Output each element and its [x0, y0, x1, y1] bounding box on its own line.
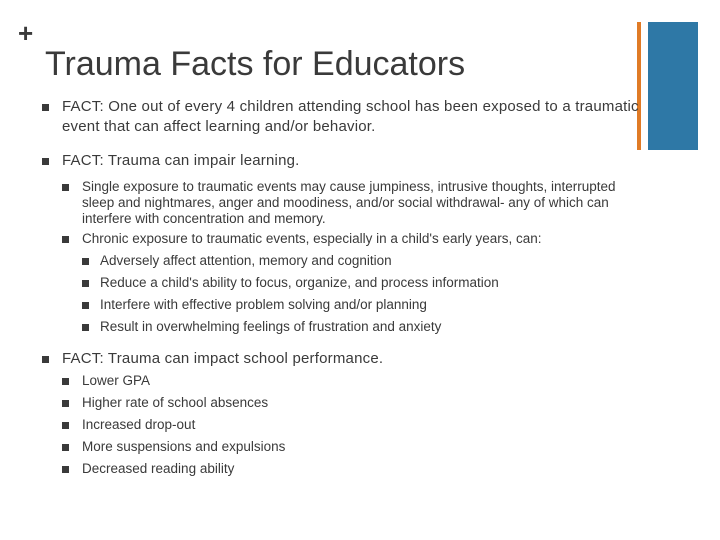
slide-title: Trauma Facts for Educators [45, 45, 466, 83]
sub-point-text: Decreased reading ability [82, 461, 235, 476]
square-bullet-icon [42, 158, 49, 165]
plus-sign: + [18, 18, 34, 48]
sub-point-text: More suspensions and expulsions [82, 439, 286, 454]
fact-text: FACT: One out of every 4 children attending school has been exposed to a traumatic event that can affect learning and/or behavior. [62, 98, 639, 135]
sub-point [40, 179, 640, 227]
square-bullet-icon [82, 280, 89, 287]
square-bullet-icon [62, 236, 69, 243]
fact-text: FACT: Trauma can impact school performance. [62, 350, 384, 367]
fact-item [40, 349, 640, 369]
sub-point [40, 373, 640, 395]
sub-sub-point [40, 275, 640, 297]
square-bullet-icon [42, 356, 49, 363]
square-bullet-icon [82, 258, 89, 265]
sub-sub-point-text: Reduce a child's ability to focus, organize, and process information [100, 275, 499, 290]
sub-point [40, 395, 640, 417]
sub-point-text: Single exposure to traumatic events may cause jumpiness, intrusive thoughts, interrupted sleep and nightmares, anger and moodiness, and/or social withdrawal- any of which can interfere with concentration and memory. [82, 179, 616, 226]
sub-sub-point [40, 319, 640, 341]
sub-sub-point [40, 253, 640, 275]
fact-item [40, 97, 640, 137]
sub-sub-point [40, 297, 640, 319]
square-bullet-icon [62, 466, 69, 473]
square-bullet-icon [62, 444, 69, 451]
square-bullet-icon [82, 324, 89, 331]
sub-point-text: Lower GPA [82, 373, 151, 388]
square-bullet-icon [82, 302, 89, 309]
fact-text: FACT: Trauma can impair learning. [62, 152, 300, 169]
sub-point [40, 231, 640, 247]
square-bullet-icon [42, 104, 49, 111]
square-bullet-icon [62, 400, 69, 407]
sub-point-text: Higher rate of school absences [82, 395, 269, 410]
square-bullet-icon [62, 378, 69, 385]
sub-point [40, 417, 640, 439]
sub-point [40, 439, 640, 461]
sub-point-text: Increased drop-out [82, 417, 196, 432]
sub-sub-point-text: Interfere with effective problem solving and/or planning [100, 297, 427, 312]
slide-content [40, 97, 640, 483]
fact-item [40, 151, 640, 171]
sub-point [40, 461, 640, 483]
sub-sub-point-text: Adversely affect attention, memory and cognition [100, 253, 392, 268]
square-bullet-icon [62, 184, 69, 191]
sub-point-text: Chronic exposure to traumatic events, especially in a child's early years, can: [82, 231, 542, 246]
accent-block-blue [648, 22, 698, 150]
square-bullet-icon [62, 422, 69, 429]
sub-sub-point-text: Result in overwhelming feelings of frustration and anxiety [100, 319, 442, 334]
